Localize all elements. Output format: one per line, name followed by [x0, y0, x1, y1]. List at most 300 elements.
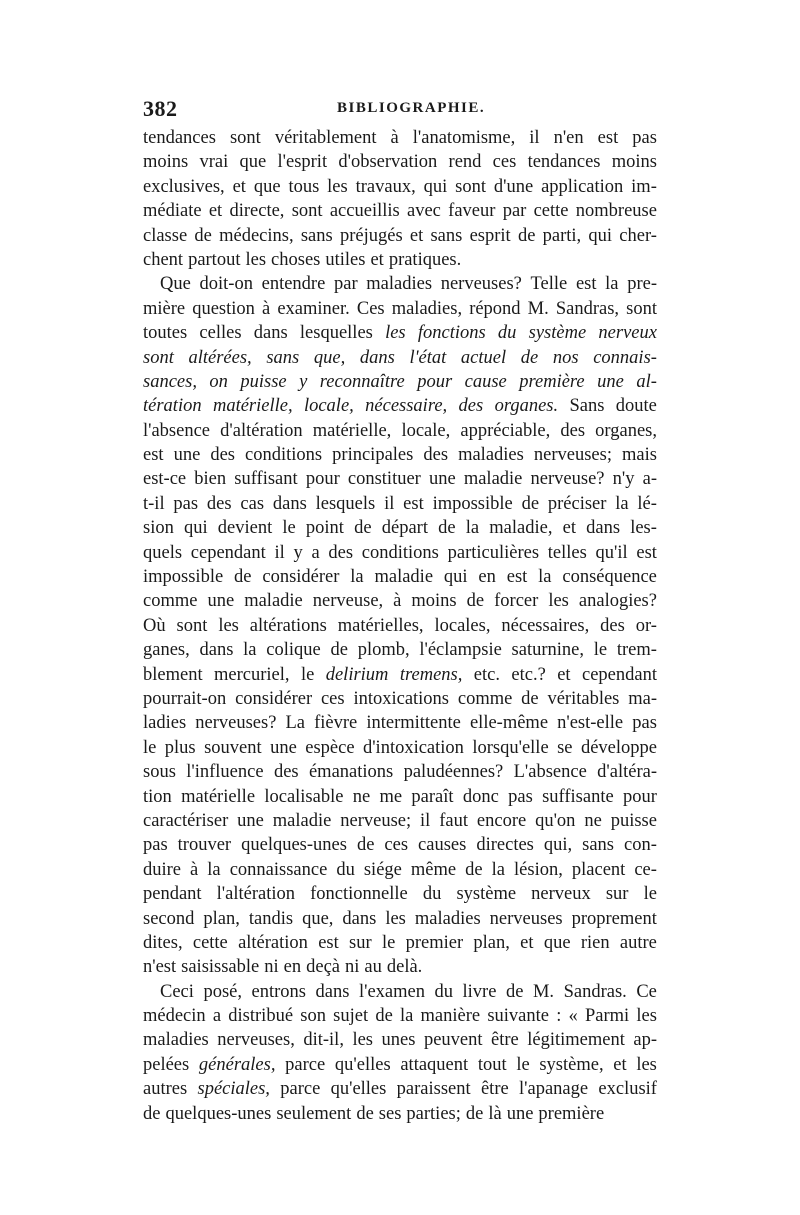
word: particulières [447, 542, 540, 563]
word: posé, [203, 981, 242, 1002]
word: n'en [553, 128, 584, 148]
word: des [210, 445, 236, 466]
word: qui [184, 518, 208, 539]
word: maladies [143, 1030, 209, 1051]
word: le [143, 737, 157, 758]
word: le [381, 932, 396, 953]
word: lésion, [514, 859, 563, 880]
word: du [434, 981, 453, 1002]
word: delirium [325, 664, 389, 685]
word: Ces [356, 298, 385, 319]
word: l'influence [186, 762, 264, 783]
text-line [143, 1004, 657, 1028]
word: l'anatomisme, [412, 128, 516, 148]
word: n'est [143, 957, 177, 978]
word: pas [173, 493, 199, 514]
word: la [350, 567, 364, 588]
word: dans [272, 493, 307, 514]
word: Parmi [584, 1006, 630, 1027]
word: causes [418, 835, 467, 856]
word: nerveuse; [340, 810, 412, 831]
word: du [336, 859, 355, 880]
word: suffisant [234, 469, 298, 490]
word: La [285, 713, 306, 734]
word: caractériser [143, 810, 229, 831]
word: al- [636, 371, 657, 392]
word: sont [176, 615, 208, 636]
word: exclusif [598, 1079, 657, 1100]
word: espèce [305, 737, 355, 758]
word: considérer [262, 567, 340, 588]
word: et [370, 249, 384, 270]
word: lesquelles [299, 323, 373, 344]
text-line [143, 785, 657, 809]
word: sont [455, 176, 486, 197]
text-line [143, 419, 657, 443]
word: unes [381, 1030, 416, 1051]
word: pratiques. [388, 249, 462, 270]
word: dans [315, 981, 350, 1002]
word: considérer [235, 688, 313, 709]
word: cher- [619, 225, 657, 246]
word: du [497, 323, 517, 344]
text-line [143, 175, 657, 199]
word: de [465, 859, 483, 880]
word: une [207, 591, 235, 612]
word: la [465, 518, 480, 539]
word: intoxications [353, 688, 450, 709]
word: qui [443, 567, 468, 588]
word: faut [439, 810, 468, 831]
word: est-ce [143, 469, 187, 490]
word: pas [143, 835, 168, 856]
word: sont [143, 347, 174, 368]
word: chent [143, 249, 184, 270]
word: est [597, 128, 619, 148]
word: son [300, 1006, 326, 1027]
word: il [420, 810, 431, 831]
word: tous [288, 176, 320, 197]
text-line [143, 394, 657, 418]
word: l'état [409, 347, 447, 368]
word: que [543, 932, 571, 953]
word: les- [630, 518, 657, 539]
word: mercuriel, [214, 664, 290, 685]
word: puisse [610, 810, 657, 831]
word: se [557, 737, 573, 758]
word: ne [352, 786, 371, 807]
word: sans [300, 225, 333, 246]
word: rien [580, 932, 610, 953]
word: matérielle, [212, 396, 293, 417]
word: et [409, 225, 424, 246]
word: de [505, 981, 524, 1002]
text-line [143, 443, 657, 467]
word: organes. [494, 396, 559, 417]
word: à [393, 591, 402, 612]
word: ma- [628, 688, 657, 709]
word: conséquence [562, 567, 657, 588]
word: pour [305, 469, 340, 490]
text-line [143, 492, 657, 516]
word: second [143, 908, 195, 929]
word: altérations [249, 615, 327, 636]
word: nerveuse, [312, 591, 384, 612]
text-line [143, 931, 657, 955]
word: qu'on [535, 810, 576, 831]
word: altération [238, 932, 308, 953]
word: impossible [432, 493, 513, 514]
word: ses [378, 1103, 402, 1124]
word: qu'elles [330, 1079, 387, 1100]
word: cependant [190, 542, 266, 563]
word: nécessaire, [365, 396, 448, 417]
word: t-il [143, 493, 165, 514]
paragraph [143, 980, 657, 1126]
word: une [597, 371, 624, 392]
text-line [143, 541, 657, 565]
word: lesquels [315, 493, 376, 514]
word: locale, [401, 420, 451, 441]
word: dans [359, 347, 395, 368]
text-line [143, 248, 657, 272]
running-title: BIBLIOGRAPHIE. [337, 100, 486, 116]
word: locales, [434, 615, 491, 636]
page-header [143, 96, 657, 126]
word: plan, [473, 932, 510, 953]
word: et [520, 932, 534, 953]
word: ni [345, 957, 360, 978]
word: Où [143, 615, 166, 636]
word: dans [342, 908, 377, 929]
text-line [143, 736, 657, 760]
word: et [562, 518, 576, 539]
word: le [300, 664, 315, 685]
word: ces [492, 152, 517, 173]
word: Sans [569, 396, 605, 417]
word: siége [363, 859, 402, 880]
word: maladie [244, 591, 303, 612]
word: émanations [308, 762, 394, 783]
word: matérielle [181, 786, 256, 807]
word: Sandras. [563, 981, 627, 1002]
word: maladie [374, 567, 434, 588]
word: n'est-elle [557, 713, 624, 734]
word: maladie [272, 810, 332, 831]
word: saturnine, [511, 640, 584, 661]
word: premier [405, 932, 464, 953]
word: que [253, 176, 281, 197]
text-line [143, 346, 657, 370]
word: examiner. [277, 298, 350, 319]
word: ganes, [143, 640, 190, 661]
word: directes [476, 835, 534, 856]
word: devient [217, 518, 273, 539]
word: cause [464, 371, 507, 392]
word: pendant [143, 884, 202, 905]
word: entendre [261, 274, 326, 295]
word: sans [582, 835, 615, 856]
word: application [541, 176, 624, 197]
word: à [262, 298, 271, 319]
word: puisse [240, 371, 287, 392]
word: l'absence [143, 420, 211, 441]
word: tandis [248, 908, 294, 929]
word: préciser [547, 493, 607, 514]
word: médecin [143, 1006, 206, 1027]
text-line [143, 467, 657, 491]
word: nos [552, 347, 579, 368]
word: l'éclampsie [419, 640, 502, 661]
word: d'une [493, 176, 534, 197]
word: con- [624, 835, 657, 856]
word: de [520, 347, 539, 368]
word: locale, [303, 396, 354, 417]
word: rend [448, 152, 482, 173]
text-line [143, 663, 657, 687]
word: esprit [469, 225, 511, 246]
word: delà. [386, 957, 423, 978]
word: paraissent [396, 1079, 471, 1100]
word: pas [508, 786, 533, 807]
word: de [356, 1103, 374, 1124]
word: véritables [547, 688, 620, 709]
word: L'absence [513, 762, 587, 783]
word: sont [626, 298, 657, 319]
word: etc.? [511, 664, 546, 685]
word: dites, [143, 932, 183, 953]
word: les [548, 591, 569, 612]
word: de [143, 1103, 161, 1124]
word: lé- [637, 493, 657, 514]
word: parties; [406, 1103, 461, 1124]
word: première [519, 371, 585, 392]
word: cas [240, 493, 265, 514]
word: nerveuses [489, 908, 563, 929]
word: directe, [229, 201, 285, 222]
word: constituer [347, 469, 421, 490]
word: bien [194, 469, 227, 490]
text-line [143, 272, 657, 296]
word: elle-même [469, 713, 549, 734]
word: préjugés [339, 225, 403, 246]
word: etc. [473, 664, 500, 685]
word: pourrait-on [143, 688, 227, 709]
word: nerveuses? [195, 713, 277, 734]
word: de [194, 225, 212, 246]
word: or- [635, 615, 657, 636]
word: les [636, 1006, 657, 1027]
word: M. [527, 298, 549, 319]
word: départ [381, 518, 428, 539]
word: quels [143, 542, 183, 563]
word: sont [291, 201, 323, 222]
word: on [209, 371, 228, 392]
word: proprement [571, 908, 657, 929]
body-text [143, 126, 657, 1126]
word: des [206, 493, 232, 514]
word: travaux, [355, 176, 416, 197]
word: en [478, 567, 496, 588]
word: parti, [542, 225, 582, 246]
word: sur [349, 932, 372, 953]
word: moins [411, 591, 457, 612]
word: maladies [366, 274, 433, 295]
word: cependant [582, 664, 657, 685]
word: la [538, 567, 552, 588]
word: la [207, 859, 221, 880]
text-line [143, 1053, 657, 1077]
word: tération [143, 396, 202, 417]
word: que [239, 152, 267, 173]
word: doit-on [199, 274, 253, 295]
word: légitimement [527, 1030, 625, 1051]
word: maladies [458, 445, 524, 466]
word: matérielle, [312, 420, 392, 441]
word: manière [420, 1006, 481, 1027]
word: les [327, 176, 348, 197]
word: il [274, 542, 285, 563]
word: attaquent [400, 1054, 469, 1075]
word: Ce [636, 981, 657, 1002]
word: système [456, 884, 517, 905]
word: l'examen [358, 981, 425, 1002]
word: nerveuses, [217, 1030, 295, 1051]
word: localisable [264, 786, 344, 807]
word: matérielles, [337, 615, 424, 636]
word: im- [631, 176, 657, 197]
word: y [293, 542, 303, 563]
word: plan, [203, 908, 240, 929]
word: fièvre [314, 713, 358, 734]
word: les [636, 1054, 657, 1075]
text-line [143, 589, 657, 613]
text-line [143, 126, 657, 150]
word: par [502, 201, 527, 222]
word: véritablement [274, 128, 377, 148]
word: système, [539, 1054, 604, 1075]
word: des [273, 762, 299, 783]
word: une [237, 810, 264, 831]
word: de [234, 567, 252, 588]
word: l'apanage [519, 1079, 589, 1100]
word: tion [143, 786, 172, 807]
word: a [311, 542, 320, 563]
word: ni [264, 957, 279, 978]
word: paraît [411, 786, 454, 807]
word: qui [588, 225, 613, 246]
text-line [143, 150, 657, 174]
word: est [575, 274, 597, 295]
word: quelques-unes [241, 835, 347, 856]
word: générales, [198, 1054, 276, 1075]
word: a [212, 1006, 222, 1027]
word: sur [605, 884, 629, 905]
word: est [318, 932, 339, 953]
word: actuel [460, 347, 507, 368]
word: conditions [245, 445, 323, 466]
word: nerveux [598, 323, 657, 344]
word: paludéennes? [403, 762, 504, 783]
word: avec [406, 201, 441, 222]
word: à [190, 859, 199, 880]
word: d'altération [220, 420, 303, 441]
word: plomb, [357, 640, 410, 661]
word: dit-il, [303, 1030, 344, 1051]
word: nerveuse? [530, 469, 605, 490]
word: des [560, 420, 586, 441]
word: et [557, 664, 571, 685]
word: il [384, 493, 395, 514]
word: sont [229, 128, 261, 148]
word: d'altéra- [597, 762, 657, 783]
word: pour [622, 786, 657, 807]
word: être [491, 1030, 519, 1051]
word: en [283, 957, 302, 978]
word: les [245, 249, 267, 270]
word: altérées, [188, 347, 252, 368]
word: moins [611, 152, 657, 173]
text-line [143, 297, 657, 321]
word: être [480, 1079, 509, 1100]
word: y [299, 371, 308, 392]
word: le [516, 1054, 530, 1075]
word: et [232, 176, 246, 197]
word: les [385, 908, 406, 929]
word: Ceci [160, 981, 194, 1002]
word: dans [253, 323, 288, 344]
word: une [270, 737, 297, 758]
word: sans [430, 225, 463, 246]
text-line [143, 809, 657, 833]
word: la [399, 1006, 414, 1027]
word: seulement [276, 1103, 352, 1124]
word: partout [188, 249, 241, 270]
word: à [390, 128, 399, 148]
word: répond [469, 298, 521, 319]
word: Telle [530, 274, 568, 295]
word: la [491, 859, 505, 880]
word: appréciable, [460, 420, 551, 441]
word: le [643, 884, 657, 905]
word: l'altération [216, 884, 295, 905]
word: des [458, 396, 484, 417]
paragraph [143, 272, 657, 979]
text-line [143, 321, 657, 345]
word: nerveuses; [533, 445, 612, 466]
word: les [352, 1030, 374, 1051]
word: peuvent [423, 1030, 483, 1051]
word: lorsqu'elle [472, 737, 549, 758]
word: pas [632, 713, 657, 734]
word: colique [266, 640, 321, 661]
text-line [143, 565, 657, 589]
word: autre [619, 932, 657, 953]
word: le [593, 640, 608, 661]
word: saisissable [181, 957, 260, 978]
word: parce [280, 1079, 321, 1100]
text-line [143, 224, 657, 248]
text-line [143, 516, 657, 540]
word: médecins, [219, 225, 294, 246]
word: parce [285, 1054, 326, 1075]
word: sous [143, 762, 176, 783]
word: pelées [143, 1054, 190, 1075]
word: sujet [333, 1006, 369, 1027]
word: moins [143, 152, 189, 173]
word: utiles [325, 249, 366, 270]
word: et [208, 201, 223, 222]
